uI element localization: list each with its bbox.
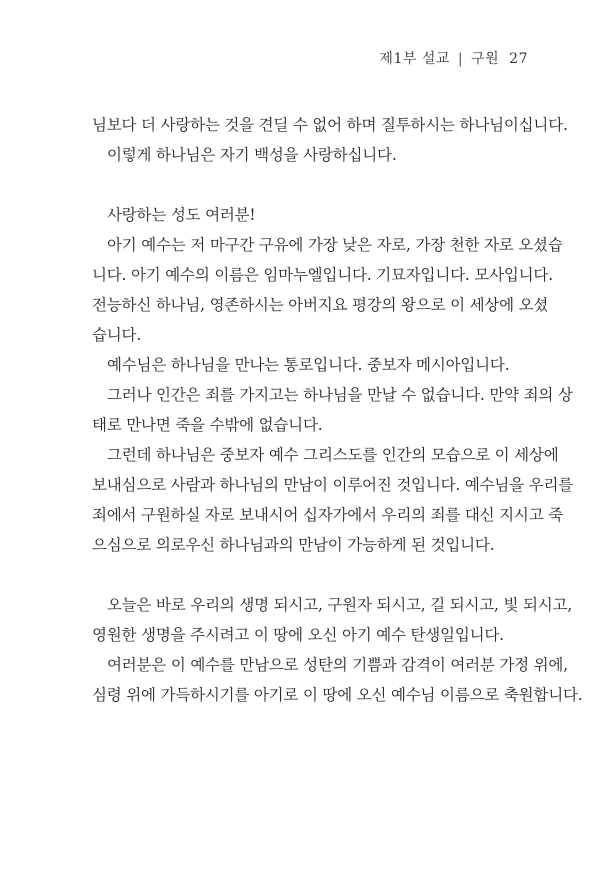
body-line: 죄에서 구원하실 자로 보내시어 십자가에서 우리의 죄를 대신 지시고 죽: [92, 506, 563, 524]
body-line: 오늘은 바로 우리의 생명 되시고, 구원자 되시고, 길 되시고, 빛 되시고,: [107, 596, 573, 614]
body-line: 심령 위에 가득하시기를 아기로 이 땅에 오신 예수님 이름으로 축원합니다.: [92, 686, 583, 704]
body-line: 태로 만나면 죽을 수밖에 없습니다.: [92, 416, 323, 434]
body-line: 영원한 생명을 주시려고 이 땅에 오신 아기 예수 탄생일입니다.: [92, 626, 504, 644]
body-line: 아기 예수는 저 마구간 구유에 가장 낮은 자로, 가장 천한 자로 오셨습: [107, 236, 563, 254]
body-line: 니다. 아기 예수의 이름은 임마누엘입니다. 기묘자입니다. 모사입니다.: [92, 266, 553, 284]
body-line: 습니다.: [92, 326, 142, 344]
body-line: 그런데 하나님은 중보자 예수 그리스도를 인간의 모습으로 이 세상에: [107, 446, 559, 464]
header-separator: |: [457, 51, 464, 67]
section-title: 구원: [471, 51, 500, 67]
body-line: 보내심으로 사람과 하나님의 만남이 이루어진 것입니다. 예수님을 우리를: [92, 476, 574, 494]
body-line: 으심으로 의로우신 하나님과의 만남이 가능하게 된 것입니다.: [92, 536, 495, 554]
page-number: 27: [509, 51, 528, 67]
running-head: [379, 48, 528, 68]
body-line: 여러분은 이 예수를 만남으로 성탄의 기쁨과 감격이 여러분 가정 위에,: [107, 656, 568, 674]
body-line: 사랑하는 성도 여러분!: [107, 206, 256, 224]
chapter-title: 제1부 설교: [379, 51, 450, 67]
body-line: 님보다 더 사랑하는 것을 견딜 수 없어 하며 질투하시는 하나님이십니다.: [92, 116, 568, 134]
body-line: 이렇게 하나님은 자기 백성을 사랑하십니다.: [107, 146, 397, 164]
body-line: 전능하신 하나님, 영존하시는 아버지요 평강의 왕으로 이 세상에 오셨: [92, 296, 549, 314]
body-line: 그러나 인간은 죄를 가지고는 하나님을 만날 수 없습니다. 만약 죄의 상: [107, 386, 573, 404]
body-line: 예수님은 하나님을 만나는 통로입니다. 중보자 메시아입니다.: [107, 356, 510, 374]
